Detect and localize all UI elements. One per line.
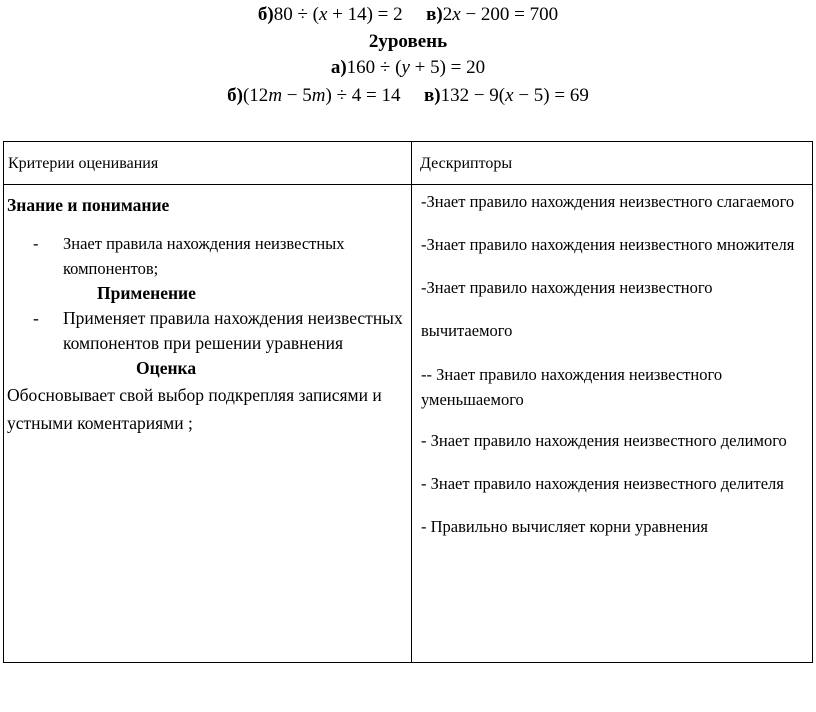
evaluation-title: Оценка	[136, 358, 197, 378]
header-criteria-cell	[4, 142, 412, 185]
equation-line-3	[0, 56, 816, 80]
equation-line-1	[0, 3, 816, 27]
knowledge-item: - Знает правила нахождения неизвестных компонентов;	[7, 231, 411, 281]
descriptor-item: вычитаемого	[421, 321, 513, 340]
level-title: 2уровень	[368, 31, 448, 52]
header-descriptors: Дескрипторы	[420, 155, 513, 172]
header-criteria: Критерии оценивания	[8, 155, 159, 172]
descriptor-item: -Знает правило нахождения неизвестного слагаемого	[421, 192, 795, 211]
equation-b2: (12m − 5m) ÷ 4 = 14	[242, 85, 401, 106]
header-descriptors-cell	[412, 142, 813, 185]
criteria-cell	[4, 185, 412, 663]
list-dash: -	[33, 234, 39, 253]
criteria-table	[3, 141, 813, 663]
label-v: в)	[426, 4, 443, 25]
application-item: - Применяет правила нахождения неизвестных компонентов при решении уравнения	[7, 306, 411, 356]
table-header-row	[4, 142, 813, 185]
descriptor-item: - Правильно вычисляет корни уравнения	[421, 517, 708, 536]
descriptor-item: - Знает правило нахождения неизвестного делителя	[421, 474, 784, 493]
label-b: б)	[257, 4, 274, 25]
label-b2: б)	[227, 85, 243, 106]
list-dash: -	[33, 308, 39, 328]
equation-v2: 132 − 9(x − 5) = 69	[440, 85, 589, 106]
label-a: а)	[330, 57, 347, 78]
equation-line-4	[0, 84, 816, 108]
evaluation-text: Обосновывает свой выбор подкрепляя записями и устными коментариями ;	[7, 385, 382, 433]
equation-v: 2x − 200 = 700	[442, 4, 559, 25]
descriptor-item: - Знает правило нахождения неизвестного делимого	[421, 431, 787, 450]
equation-b: 80 ÷ (x + 14) = 2	[273, 4, 403, 25]
knowledge-title: Знание и понимание	[7, 195, 170, 215]
descriptors-cell	[412, 185, 813, 663]
descriptor-item: -- Знает правило нахождения неизвестного уменьшаемого	[421, 365, 723, 409]
table-body-row	[4, 185, 813, 663]
label-v2: в)	[423, 85, 441, 106]
application-title: Применение	[97, 283, 196, 303]
descriptor-item: -Знает правило нахождения неизвестного множителя	[421, 235, 795, 254]
equation-a: 160 ÷ (y + 5) = 20	[346, 57, 486, 78]
descriptor-item: -Знает правило нахождения неизвестного	[421, 278, 713, 297]
